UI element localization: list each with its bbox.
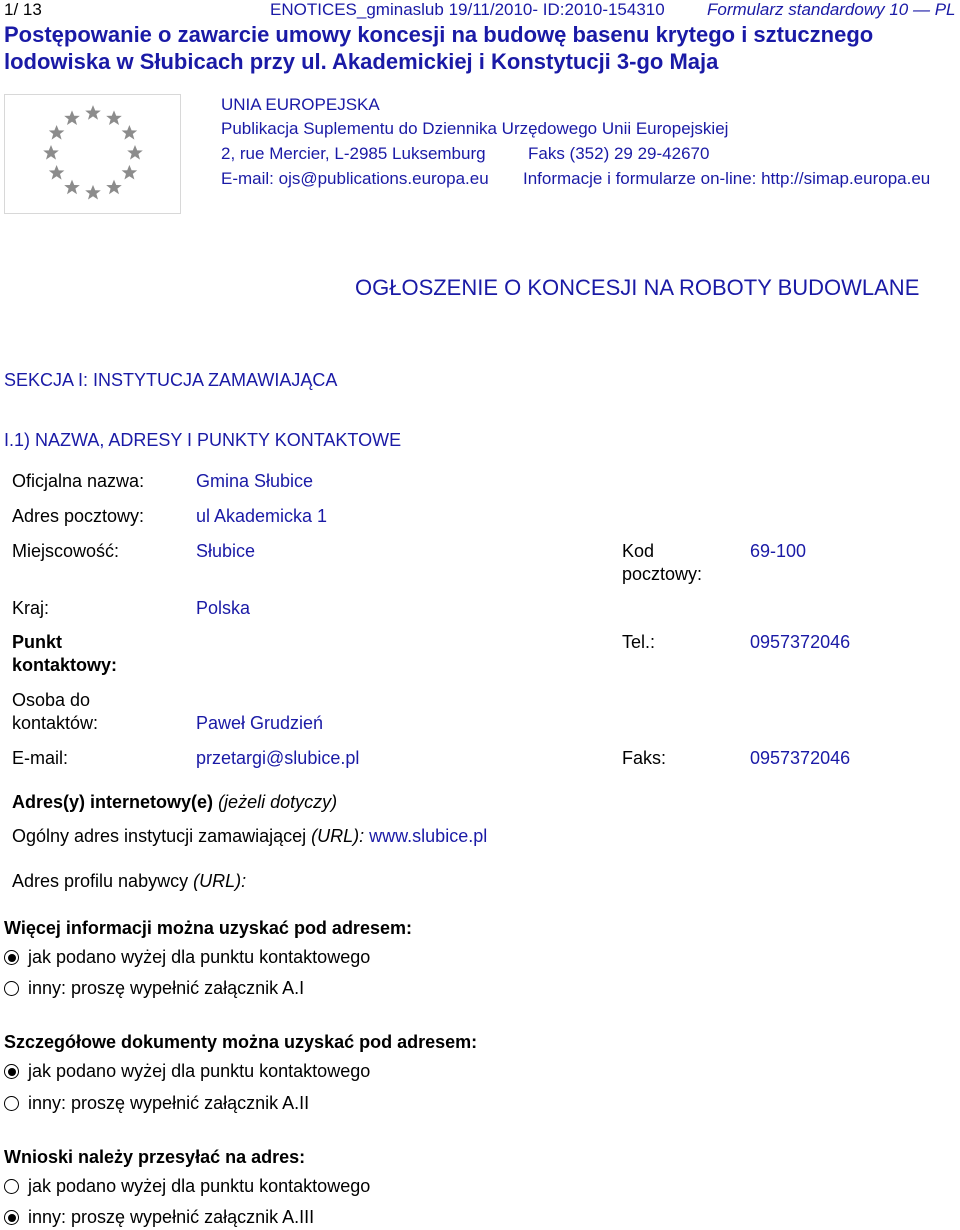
eu-star-icon bbox=[106, 180, 122, 195]
eu-star-icon bbox=[106, 110, 122, 125]
tel-value: 0957372046 bbox=[750, 632, 851, 652]
eu-logo bbox=[4, 94, 181, 214]
city-value: Słubice bbox=[196, 541, 256, 561]
eu-email: E-mail: ojs@publications.europa.eu bbox=[221, 169, 489, 188]
notice-title: OGŁOSZENIE O KONCESJI NA ROBOTY BUDOWLANE bbox=[355, 275, 920, 300]
fax-value: 0957372046 bbox=[750, 748, 851, 768]
postal-address-label: Adres pocztowy: bbox=[12, 506, 145, 526]
eu-fax: Faks (352) 29 29-42670 bbox=[528, 144, 710, 163]
option-label: jak podano wyżej dla punktu kontaktowego bbox=[28, 1061, 371, 1081]
applications-option-2[interactable] bbox=[4, 1207, 314, 1228]
page-counter: 1/ 13 bbox=[4, 0, 42, 19]
notice-reference: ENOTICES_gminaslub 19/11/2010- ID:2010-154310 bbox=[270, 0, 665, 19]
contact-person-label-1: Osoba do bbox=[12, 690, 91, 710]
general-url-note: (URL): bbox=[311, 826, 365, 846]
fax-label: Faks: bbox=[622, 748, 667, 768]
page-title-line-2: lodowiska w Słubicach przy ul. Akademickiej i Konstytucji 3-go Maja bbox=[4, 49, 719, 74]
option-label: inny: proszę wypełnić załącznik A.II bbox=[28, 1093, 310, 1113]
tel-label: Tel.: bbox=[622, 632, 656, 652]
eu-star-icon bbox=[85, 105, 101, 120]
eu-star-icon bbox=[49, 125, 65, 140]
eu-star-icon bbox=[49, 165, 65, 180]
general-url-row bbox=[12, 826, 487, 847]
radio-button[interactable] bbox=[4, 981, 19, 996]
more-info-heading: Więcej informacji można uzyskać pod adresem: bbox=[4, 918, 412, 938]
option-label: jak podano wyżej dla punktu kontaktowego bbox=[28, 947, 371, 967]
email-value[interactable]: przetargi@slubice.pl bbox=[196, 748, 360, 768]
buyer-profile-label: Adres profilu nabywcy bbox=[12, 871, 189, 891]
eu-star-icon bbox=[64, 110, 80, 125]
form-name: Formularz standardowy 10 — PL bbox=[707, 0, 956, 19]
general-url-value[interactable]: www.slubice.pl bbox=[369, 826, 488, 846]
eu-star-icon bbox=[43, 145, 59, 160]
country-label: Kraj: bbox=[12, 598, 50, 618]
postal-code-label-2: pocztowy: bbox=[622, 564, 703, 584]
applications-heading: Wnioski należy przesyłać na adres: bbox=[4, 1147, 306, 1167]
official-name-label: Oficjalna nazwa: bbox=[12, 471, 145, 491]
eu-star-icon bbox=[122, 125, 138, 140]
eu-star-icon bbox=[127, 145, 143, 160]
radio-button[interactable] bbox=[4, 950, 19, 965]
buyer-profile-row bbox=[12, 871, 246, 892]
internet-heading bbox=[12, 792, 337, 813]
postal-code-value: 69-100 bbox=[750, 541, 807, 561]
eu-star-icon bbox=[85, 185, 101, 200]
eu-star-icon bbox=[122, 165, 138, 180]
postal-address-value: ul Akademicka 1 bbox=[196, 506, 328, 526]
eu-flag-stars-icon bbox=[5, 95, 180, 213]
section-title: SEKCJA I: INSTYTUCJA ZAMAWIAJĄCA bbox=[4, 370, 338, 390]
city-label: Miejscowość: bbox=[12, 541, 120, 561]
eu-star-icon bbox=[64, 180, 80, 195]
eu-address: 2, rue Mercier, L-2985 Luksemburg bbox=[221, 144, 486, 163]
buyer-profile-note: (URL): bbox=[193, 871, 247, 891]
option-label: jak podano wyżej dla punktu kontaktowego bbox=[28, 1176, 371, 1196]
eu-online-info: Informacje i formularze on-line: http://simap.europa.eu bbox=[523, 169, 931, 188]
official-name-value: Gmina Słubice bbox=[196, 471, 314, 491]
documents-heading: Szczegółowe dokumenty można uzyskać pod adresem: bbox=[4, 1032, 478, 1052]
documents-option-1[interactable] bbox=[4, 1061, 370, 1082]
documents-option-2[interactable] bbox=[4, 1093, 309, 1114]
contact-person-label-2: kontaktów: bbox=[12, 713, 99, 733]
more-info-option-2[interactable] bbox=[4, 978, 304, 999]
option-label: inny: proszę wypełnić załącznik A.I bbox=[28, 978, 305, 998]
country-value: Polska bbox=[196, 598, 251, 618]
page-header bbox=[0, 0, 960, 24]
more-info-option-1[interactable] bbox=[4, 947, 370, 968]
option-label: inny: proszę wypełnić załącznik A.III bbox=[28, 1207, 315, 1227]
eu-name: UNIA EUROPEJSKA bbox=[221, 95, 380, 114]
email-label: E-mail: bbox=[12, 748, 69, 768]
radio-button[interactable] bbox=[4, 1096, 19, 1111]
eu-publication: Publikacja Suplementu do Dziennika Urzędowego Unii Europejskiej bbox=[221, 119, 729, 138]
internet-heading-text: Adres(y) internetowy(e) bbox=[12, 792, 214, 812]
internet-heading-note: (jeżeli dotyczy) bbox=[218, 792, 338, 812]
radio-button[interactable] bbox=[4, 1064, 19, 1079]
contact-point-label-1: Punkt bbox=[12, 632, 63, 652]
contact-person-value: Paweł Grudzień bbox=[196, 713, 324, 733]
contact-point-label-2: kontaktowy: bbox=[12, 655, 118, 675]
postal-code-label-1: Kod bbox=[622, 541, 655, 561]
applications-option-1[interactable] bbox=[4, 1176, 370, 1197]
page-title-line-1: Postępowanie o zawarcie umowy koncesji na budowę basenu krytego i sztucznego bbox=[4, 22, 874, 47]
general-url-label: Ogólny adres instytucji zamawiającej bbox=[12, 826, 307, 846]
radio-button[interactable] bbox=[4, 1210, 19, 1225]
radio-button[interactable] bbox=[4, 1179, 19, 1194]
subsection-title: I.1) NAZWA, ADRESY I PUNKTY KONTAKTOWE bbox=[4, 430, 402, 450]
